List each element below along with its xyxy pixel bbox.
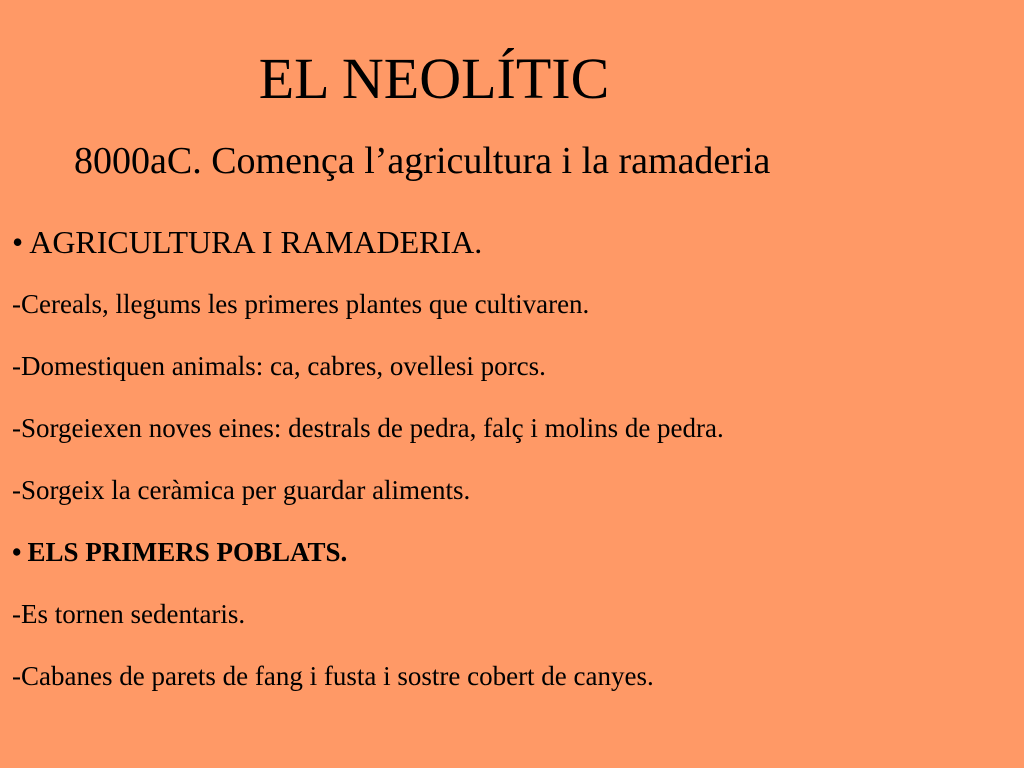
list-item-text: AGRICULTURA I RAMADERIA. <box>29 224 483 260</box>
content-list <box>12 218 1012 714</box>
list-item-text: -Cabanes de parets de fang i fusta i sostre cobert de canyes. <box>12 661 654 691</box>
list-item <box>12 652 1012 714</box>
list-item-text: -Cereals, llegums les primeres plantes que cultivaren. <box>12 289 590 319</box>
list-item <box>12 528 1012 590</box>
list-item-text: -Sorgeiexen noves eines: destrals de pedra, falç i molins de pedra. <box>12 413 724 443</box>
list-item <box>12 590 1012 652</box>
list-item-text: ELS PRIMERS POBLATS. <box>27 537 348 567</box>
bullet-icon: • <box>12 224 24 260</box>
list-item <box>12 280 1012 342</box>
list-item <box>12 404 1012 466</box>
list-item <box>12 342 1012 404</box>
list-item <box>12 218 1012 280</box>
bullet-icon: • <box>12 537 22 567</box>
list-item <box>12 466 1012 528</box>
slide-subtitle: 8000aC. Comença l’agricultura i la ramaderia <box>74 140 771 182</box>
slide-title: EL NEOLÍTIC <box>258 46 610 111</box>
list-item-text: -Es tornen sedentaris. <box>12 599 246 629</box>
list-item-text: -Domestiquen animals: ca, cabres, ovellesi porcs. <box>12 351 546 381</box>
list-item-text: -Sorgeix la ceràmica per guardar aliments. <box>12 475 471 505</box>
